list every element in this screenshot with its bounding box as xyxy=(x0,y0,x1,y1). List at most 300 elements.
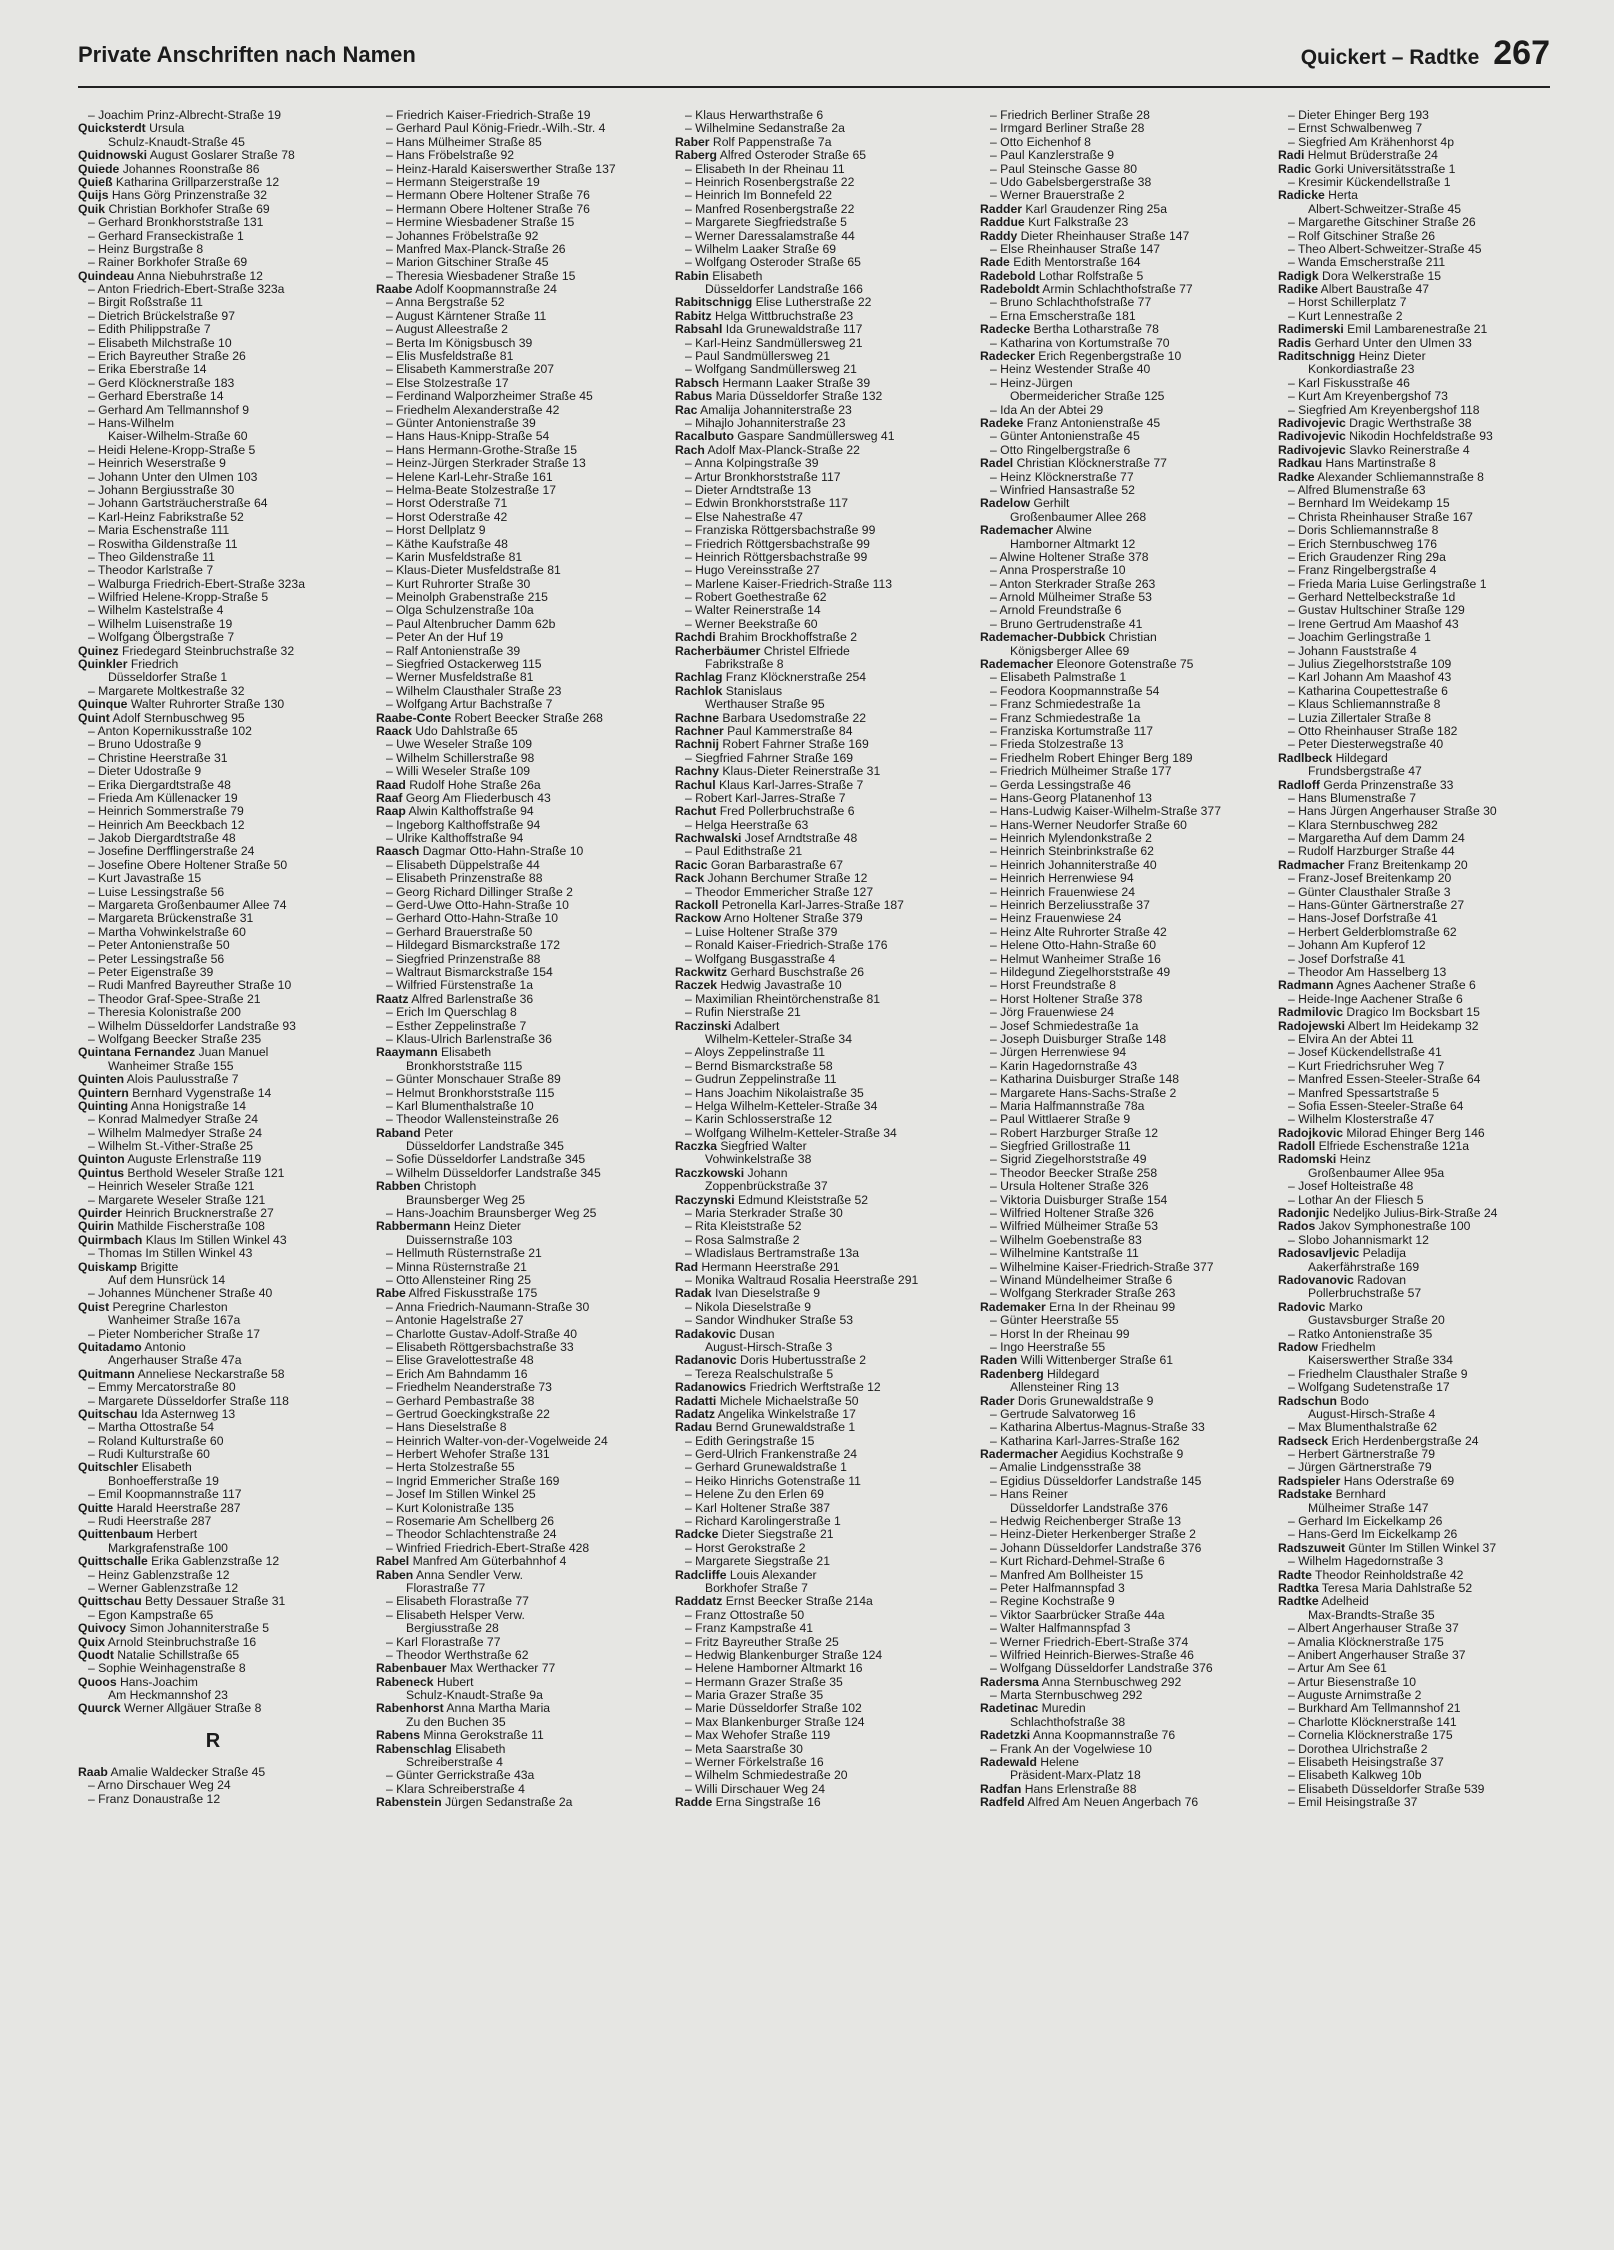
sub-entry: – August Kärntener Straße 11 xyxy=(386,309,547,323)
sub-entry: – Elisabeth In der Rheinau 11 xyxy=(685,162,845,176)
sub-entry: – Friedhelm Neanderstraße 73 xyxy=(386,1381,552,1395)
entry-continuation: Braunsberger Weg 25 xyxy=(406,1193,526,1207)
sub-entry: – Ida An der Abtei 29 xyxy=(990,403,1104,417)
sub-entry: – Anna Kolpingstraße 39 xyxy=(685,457,819,471)
surname: Raddue xyxy=(980,216,1025,230)
sub-entry: – Erich Graudenzer Ring 29a xyxy=(1288,550,1446,564)
sub-entry: – Karin Musfeldstraße 81 xyxy=(386,550,523,564)
sub-entry: – Wilhelmine Kaiser-Friedrich-Straße 377 xyxy=(990,1260,1214,1274)
surname: Radi xyxy=(1278,149,1305,163)
sub-entry: – Theodor Werthstraße 62 xyxy=(386,1648,529,1662)
sub-entry: – Ronald Kaiser-Friedrich-Straße 176 xyxy=(685,939,888,953)
directory-entry: Rachwalski Josef Arndtstraße 48 xyxy=(675,832,858,846)
entry-continuation: Werthauser Straße 95 xyxy=(705,698,825,712)
surname: Radebold xyxy=(980,269,1036,283)
sub-entry: – Margareta Brückenstraße 31 xyxy=(88,912,254,926)
directory-entry: Radke Alexander Schliemannstraße 8 xyxy=(1278,470,1484,484)
entry-continuation: Schreiberstraße 4 xyxy=(406,1756,503,1770)
sub-entry: – Helene Hamborner Altmarkt 16 xyxy=(685,1662,863,1676)
sub-entry: – Katharina Duisburger Straße 148 xyxy=(990,1073,1180,1087)
directory-entry: Quintana Fernandez Juan Manuel xyxy=(78,1046,269,1060)
entry-continuation: Bergiusstraße 28 xyxy=(406,1622,499,1636)
sub-entry: – Paul Sandmüllersweg 21 xyxy=(685,350,830,364)
sub-entry: – Horst Dellplatz 9 xyxy=(386,524,486,538)
sub-entry: – Franz Schmiedestraße 1a xyxy=(990,698,1141,712)
sub-entry: – Josef Schmiedestraße 1a xyxy=(990,1019,1139,1033)
surname: Radersma xyxy=(980,1675,1039,1689)
sub-entry: – Jürgen Herrenwiese 94 xyxy=(990,1046,1127,1060)
sub-entry: – Emil Koopmannstraße 117 xyxy=(88,1488,242,1502)
sub-entry: – Fritz Bayreuther Straße 25 xyxy=(685,1635,839,1649)
entry-continuation: Präsident-Marx-Platz 18 xyxy=(1010,1769,1141,1783)
surname: Radomski xyxy=(1278,1153,1337,1167)
surname: Radau xyxy=(675,1421,713,1435)
directory-entry: Rabenhorst Anna Martha Maria xyxy=(376,1702,551,1716)
sub-entry: – Werner Musfeldstraße 81 xyxy=(386,671,534,685)
sub-entry: – Heinz Alte Ruhrorter Straße 42 xyxy=(990,925,1167,939)
surname: Quitschler xyxy=(78,1461,139,1475)
directory-entry: Quitmann Anneliese Neckarstraße 58 xyxy=(78,1367,285,1381)
sub-entry: – Johann Unter den Ulmen 103 xyxy=(88,470,258,484)
sub-entry: – Walter Halfmannspfad 3 xyxy=(990,1622,1131,1636)
surname: Radic xyxy=(1278,162,1312,176)
directory-entry: Rachul Klaus Karl-Jarres-Straße 7 xyxy=(675,778,864,792)
surname: Rachut xyxy=(675,805,717,819)
directory-entry: Quinton Auguste Erlenstraße 119 xyxy=(78,1153,262,1167)
sub-entry: – Rudi Heerstraße 287 xyxy=(88,1515,212,1529)
surname: Rackoll xyxy=(675,899,719,913)
sub-entry: – Roland Kulturstraße 60 xyxy=(88,1434,224,1448)
surname: Quintern xyxy=(78,1086,129,1100)
sub-entry: – Tereza Realschulstraße 5 xyxy=(685,1367,834,1381)
sub-entry: – Hans Joachim Nikolaistraße 35 xyxy=(685,1086,864,1100)
sub-entry: – Ratko Antonienstraße 35 xyxy=(1288,1327,1433,1341)
sub-entry: – Erika Eberstraße 14 xyxy=(88,363,207,377)
entry-continuation: Großenbaumer Allee 95a xyxy=(1308,1166,1445,1180)
directory-entry: Radelow Gerhilt xyxy=(980,497,1070,511)
sub-entry: – Wolfgang Sterkrader Straße 263 xyxy=(990,1287,1176,1301)
sub-entry: – Karl Fiskusstraße 46 xyxy=(1288,376,1410,390)
sub-entry: – Siegfried Am Kreyenbergshof 118 xyxy=(1288,403,1480,417)
surname: Radow xyxy=(1278,1340,1318,1354)
entry-continuation: Wilhelm-Ketteler-Straße 34 xyxy=(705,1032,852,1046)
directory-entry: Radau Bernd Grunewaldstraße 1 xyxy=(675,1421,856,1435)
directory-entry: Radoll Elfriede Eschenstraße 121a xyxy=(1278,1140,1470,1154)
directory-entry: Rac Amalija Johanniterstraße 23 xyxy=(675,403,852,417)
sub-entry: – Theodor Karlstraße 7 xyxy=(88,564,214,578)
entry-continuation: Schlachthofstraße 38 xyxy=(1010,1715,1126,1729)
sub-entry: – Ulrike Kalthoffstraße 94 xyxy=(386,832,524,846)
sub-entry: – Theresia Wiesbadener Straße 15 xyxy=(386,269,576,283)
surname: Radelow xyxy=(980,497,1031,511)
sub-entry: – Friedrich Kaiser-Friedrich-Straße 19 xyxy=(386,109,591,122)
directory-entry: Rack Johann Berchumer Straße 12 xyxy=(675,872,868,886)
surname: Quindeau xyxy=(78,269,135,283)
sub-entry: – Hans Dieselstraße 8 xyxy=(386,1421,507,1435)
sub-entry: – Klara Sternbuschweg 282 xyxy=(1288,818,1438,832)
surname: Rachdi xyxy=(675,631,716,645)
sub-entry: – Horst In der Rheinau 99 xyxy=(990,1327,1130,1341)
sub-entry: – Theresia Kolonistraße 200 xyxy=(88,1006,241,1020)
surname: Quitmann xyxy=(78,1367,135,1381)
surname: Quix xyxy=(78,1635,106,1649)
directory-entry: Rackwitz Gerhard Buschstraße 26 xyxy=(675,966,864,979)
directory-entry: Rademacher Alwine xyxy=(980,524,1092,538)
surname: Radetzki xyxy=(980,1729,1031,1743)
directory-entry: Rackow Arno Holtener Straße 379 xyxy=(675,912,863,926)
directory-entry: Radte Theodor Reinholdstraße 42 xyxy=(1278,1568,1464,1582)
sub-entry: – Theodor Emmericher Straße 127 xyxy=(685,885,874,899)
sub-entry: – Elisabeth Düppelstraße 44 xyxy=(386,858,540,872)
directory-entry: Radfeld Alfred Am Neuen Angerbach 76 xyxy=(980,1796,1199,1810)
sub-entry: – Elisabeth Heisingstraße 37 xyxy=(1288,1756,1444,1770)
entry-continuation: Markgrafenstraße 100 xyxy=(108,1541,228,1555)
sub-entry: – Wilhelm Luisenstraße 19 xyxy=(88,617,233,631)
directory-entry: Quitte Harald Heerstraße 287 xyxy=(78,1501,241,1515)
directory-entry: Radojewski Albert Im Heidekamp 32 xyxy=(1278,1019,1479,1033)
entry-continuation: Zu den Buchen 35 xyxy=(406,1715,506,1729)
directory-entry: Radfan Hans Erlenstraße 88 xyxy=(980,1782,1137,1796)
sub-entry: – Heide-Inge Aachener Straße 6 xyxy=(1288,992,1463,1006)
surname: Quint xyxy=(78,711,110,725)
sub-entry: – Sandor Windhuker Straße 53 xyxy=(685,1314,854,1328)
sub-entry: – Ernst Schwalbenweg 7 xyxy=(1288,122,1423,136)
surname: Radenberg xyxy=(980,1367,1044,1381)
directory-entry: Rachner Paul Kammerstraße 84 xyxy=(675,724,853,738)
sub-entry: – Erich Am Bahndamm 16 xyxy=(386,1367,528,1381)
sub-entry: – Arnold Freundstraße 6 xyxy=(990,604,1122,618)
sub-entry: – Edith Geringstraße 15 xyxy=(685,1434,815,1448)
directory-entry: Quiskamp Brigitte xyxy=(78,1260,179,1274)
sub-entry: – Frank An der Vogelwiese 10 xyxy=(990,1742,1152,1756)
sub-entry: – Günter Antonienstraße 45 xyxy=(990,430,1140,444)
sub-entry: – Wilhelm St.-Vither-Straße 25 xyxy=(88,1140,254,1154)
surname: Raczka xyxy=(675,1140,718,1154)
sub-entry: – Hans Jürgen Angerhauser Straße 30 xyxy=(1288,805,1497,819)
sub-entry: – Wilfried Heinrich-Bierwes-Straße 46 xyxy=(990,1648,1194,1662)
surname: Quinting xyxy=(78,1099,129,1113)
sub-entry: – Peter Eigenstraße 39 xyxy=(88,966,214,979)
sub-entry: – Amalia Klöcknerstraße 175 xyxy=(1288,1635,1444,1649)
directory-entry: Quicksterdt Ursula xyxy=(78,122,185,136)
directory-entry: Radi Helmut Brüderstraße 24 xyxy=(1278,149,1438,163)
sub-entry: – Irmgard Berliner Straße 28 xyxy=(990,122,1145,136)
directory-entry: Radak Ivan Dieselstraße 9 xyxy=(675,1287,820,1301)
directory-entry: Radschun Bodo xyxy=(1278,1394,1369,1408)
header-right xyxy=(1301,34,1550,73)
directory-entry: Quitadamo Antonio xyxy=(78,1340,186,1354)
directory-entry: Radlbeck Hildegard xyxy=(1278,751,1388,765)
sub-entry: – Hermann Obere Holtener Straße 76 xyxy=(386,189,590,203)
sub-entry: – Manfred Essen-Steeler-Straße 64 xyxy=(1288,1073,1481,1087)
sub-entry: – Gerhard Franseckistraße 1 xyxy=(88,229,244,243)
directory-entry: Radike Albert Baustraße 47 xyxy=(1278,283,1430,297)
sub-entry: – Rainer Borkhofer Straße 69 xyxy=(88,256,248,270)
sub-entry: – Heinz Gablenzstraße 12 xyxy=(88,1568,230,1582)
sub-entry: – Uwe Weseler Straße 109 xyxy=(386,738,533,752)
sub-entry: – Gerd Klöcknerstraße 183 xyxy=(88,376,235,390)
sub-entry: – Hans Fröbelstraße 92 xyxy=(386,149,515,163)
surname: Raap xyxy=(376,805,406,819)
directory-entry: Raddue Kurt Falkstraße 23 xyxy=(980,216,1129,230)
surname: Quittschau xyxy=(78,1595,142,1609)
sub-entry: – Wolfgang Beecker Straße 235 xyxy=(88,1032,262,1046)
directory-entry: Raack Udo Dahlstraße 65 xyxy=(376,724,518,738)
entry-continuation: Kaiser-Wilhelm-Straße 60 xyxy=(108,430,248,444)
sub-entry: – Herbert Gärtnerstraße 79 xyxy=(1288,1448,1435,1462)
surname: Radecke xyxy=(980,323,1031,337)
sub-entry: – Klaus-Ulrich Barlenstraße 36 xyxy=(386,1032,552,1046)
directory-entry: Rabben Christoph xyxy=(376,1180,477,1194)
surname: Rabsahl xyxy=(675,323,723,337)
surname: Rabens xyxy=(376,1729,421,1743)
directory-entry: Raaf Georg Am Fliederbusch 43 xyxy=(376,791,551,805)
sub-entry: – Viktor Saarbrücker Straße 44a xyxy=(990,1608,1165,1622)
sub-entry: – Kurt Ruhrorter Straße 30 xyxy=(386,577,531,591)
sub-entry: – Regine Kochstraße 9 xyxy=(990,1595,1115,1609)
sub-entry: – Margarethe Gitschiner Straße 26 xyxy=(1288,216,1476,230)
sub-entry: – Bruno Schlachthofstraße 77 xyxy=(990,296,1152,310)
sub-entry: – Egon Kampstraße 65 xyxy=(88,1608,214,1622)
entry-continuation: Max-Brandts-Straße 35 xyxy=(1308,1608,1435,1622)
directory-entry: Radloff Gerda Prinzenstraße 33 xyxy=(1278,778,1454,792)
sub-entry: – Helma-Beate Stolzestraße 17 xyxy=(386,483,557,497)
page-number: 267 xyxy=(1493,34,1550,72)
sub-entry: – Heinrich Steinbrinkstraße 62 xyxy=(990,845,1154,859)
directory-entry: Rachny Klaus-Dieter Reinerstraße 31 xyxy=(675,765,881,779)
sub-entry: – Elisabeth Kammerstraße 207 xyxy=(386,363,554,377)
surname: Quinten xyxy=(78,1073,125,1087)
sub-entry: – Johann Bergiusstraße 30 xyxy=(88,483,235,497)
directory-entry: Radde Erna Singstraße 16 xyxy=(675,1796,821,1810)
sub-entry: – Hans-Joachim Braunsberger Weg 25 xyxy=(386,1207,597,1221)
directory-entry: Raabe-Conte Robert Beecker Straße 268 xyxy=(376,711,603,725)
sub-entry: – Robert Goethestraße 62 xyxy=(685,591,827,605)
sub-entry: – Franz Kampstraße 41 xyxy=(685,1622,814,1636)
entry-continuation: Hamborner Altmarkt 12 xyxy=(1010,537,1136,551)
sub-entry: – Friedhelm Alexanderstraße 42 xyxy=(386,403,560,417)
sub-entry: – Winfried Friedrich-Ebert-Straße 428 xyxy=(386,1541,590,1555)
sub-entry: – Gerhard Paul König-Friedr.-Wilh.-Str. 4 xyxy=(386,122,606,136)
surname: Raddy xyxy=(980,229,1018,243)
sub-entry: – Heinrich Sommerstraße 79 xyxy=(88,805,244,819)
surname: Quieß xyxy=(78,175,113,189)
surname: Quiede xyxy=(78,162,120,176)
directory-entry: Quix Arnold Steinbruchstraße 16 xyxy=(78,1635,257,1649)
sub-entry: – Elisabeth Röttgersbachstraße 33 xyxy=(386,1340,574,1354)
sub-entry: – Luise Holtener Straße 379 xyxy=(685,925,838,939)
directory-entry: Quitschler Elisabeth xyxy=(78,1461,192,1475)
sub-entry: – Elisabeth Palmstraße 1 xyxy=(990,671,1127,685)
sub-entry: – Dieter Arndtstraße 13 xyxy=(685,483,811,497)
sub-entry: – Hedwig Blankenburger Straße 124 xyxy=(685,1648,883,1662)
entry-continuation: Düsseldorfer Landstraße 166 xyxy=(705,283,863,297)
sub-entry: – Pieter Nombericher Straße 17 xyxy=(88,1327,261,1341)
sub-entry: – Manfred Am Bollheister 15 xyxy=(990,1568,1144,1582)
sub-entry: – Marion Gitschiner Straße 45 xyxy=(386,256,549,270)
directory-entry: Rachnij Robert Fahrner Straße 169 xyxy=(675,738,869,752)
sub-entry: – Elisabeth Helsper Verw. xyxy=(386,1608,525,1622)
entry-continuation: Düsseldorfer Straße 1 xyxy=(108,671,228,685)
sub-entry: – Konrad Malmedyer Straße 24 xyxy=(88,1113,259,1127)
sub-entry: – Johannes Münchener Straße 40 xyxy=(88,1287,273,1301)
directory-entry: Radmilovic Dragico Im Bocksbart 15 xyxy=(1278,1006,1480,1020)
sub-entry: – Marta Sternbuschweg 292 xyxy=(990,1689,1143,1703)
sub-entry: – Auguste Arnimstraße 2 xyxy=(1288,1689,1422,1703)
section-title: Private Anschriften nach Namen xyxy=(78,42,416,67)
sub-entry: – Helga Wilhelm-Ketteler-Straße 34 xyxy=(685,1099,878,1113)
surname: Radmilovic xyxy=(1278,1006,1344,1020)
sub-entry: – Katharina von Kortumstraße 70 xyxy=(990,336,1170,350)
surname: Radcliffe xyxy=(675,1568,727,1582)
sub-entry: – Erna Emscherstraße 181 xyxy=(990,309,1136,323)
surname: Radcke xyxy=(675,1528,719,1542)
sub-entry: – Hans-Ludwig Kaiser-Wilhelm-Straße 377 xyxy=(990,805,1221,819)
sub-entry: – Otto Eichenhof 8 xyxy=(990,135,1091,149)
directory-entry: Quidnowski August Goslarer Straße 78 xyxy=(78,149,295,163)
surname: Rac xyxy=(675,403,698,417)
sub-entry: – Georg Richard Dillinger Straße 2 xyxy=(386,885,573,899)
sub-entry: – Kurt Javastraße 15 xyxy=(88,872,202,886)
entry-continuation: Bonhoefferstraße 19 xyxy=(108,1474,219,1488)
sub-entry: – Peter Antonienstraße 50 xyxy=(88,939,230,953)
sub-entry: – Heinrich Walter-von-der-Vogelweide 24 xyxy=(386,1434,608,1448)
directory-entry: Quitschau Ida Asternweg 13 xyxy=(78,1407,236,1421)
sub-entry: – Karl-Heinz Sandmüllersweg 21 xyxy=(685,336,863,350)
directory-entry: Quurck Werner Allgäuer Straße 8 xyxy=(78,1702,262,1716)
directory-entry: Rachlag Franz Klöcknerstraße 254 xyxy=(675,671,867,685)
sub-entry: – Bernd Bismarckstraße 58 xyxy=(685,1059,833,1073)
sub-entry: – Johannes Fröbelstraße 92 xyxy=(386,229,539,243)
surname: Radspieler xyxy=(1278,1474,1341,1488)
sub-entry: – Edith Philippstraße 7 xyxy=(88,323,211,337)
directory-entry: Raber Rolf Pappenstraße 7a xyxy=(675,135,832,149)
entry-continuation: Albert-Schweitzer-Straße 45 xyxy=(1308,202,1462,216)
sub-entry: – Helene Karl-Lehr-Straße 161 xyxy=(386,470,553,484)
entry-continuation: Schulz-Knaudt-Straße 45 xyxy=(108,135,245,149)
sub-entry: – Franz Donaustraße 12 xyxy=(88,1792,221,1806)
directory-entry: Radosavljevic Peladija xyxy=(1278,1247,1407,1261)
sub-entry: – Otto Rheinhauser Straße 182 xyxy=(1288,724,1458,738)
surname: Rachwalski xyxy=(675,832,742,846)
surname: Radschun xyxy=(1278,1394,1337,1408)
sub-entry: – Horst Holtener Straße 378 xyxy=(990,992,1143,1006)
sub-entry: – Maximilian Rheintörchenstraße 81 xyxy=(685,992,881,1006)
entry-continuation: Allensteiner Ring 13 xyxy=(1010,1381,1120,1395)
sub-entry: – Hans-Werner Neudorfer Straße 60 xyxy=(990,818,1187,832)
directory-entry: Radtke Adelheid xyxy=(1278,1595,1369,1609)
sub-entry: – Wladislaus Bertramstraße 13a xyxy=(685,1247,860,1261)
entry-continuation: Großenbaumer Allee 268 xyxy=(1010,510,1147,524)
sub-entry: – Paul Edithstraße 21 xyxy=(685,845,803,859)
sub-entry: – Wanda Emscherstraße 211 xyxy=(1288,256,1446,270)
surname: Radder xyxy=(980,202,1022,216)
directory-entry: Radovic Marko xyxy=(1278,1300,1363,1314)
sub-entry: – Edwin Bronkhorststraße 117 xyxy=(685,497,849,511)
sub-entry: – Wilhelm Düsseldorfer Landstraße 93 xyxy=(88,1019,296,1033)
sub-entry: – Theodor Wallensteinstraße 26 xyxy=(386,1113,559,1127)
directory-entry: Radebold Lothar Rolfstraße 5 xyxy=(980,269,1144,283)
surname: Raditschnigg xyxy=(1278,350,1356,364)
directory-column-3 xyxy=(675,109,975,1810)
sub-entry: – Luzia Zillertaler Straße 8 xyxy=(1288,711,1431,725)
sub-entry: – Wilhelm Düsseldorfer Landstraße 345 xyxy=(386,1166,601,1180)
sub-entry: – Hildegund Ziegelhorststraße 49 xyxy=(990,966,1171,979)
sub-entry: – Klara Schreiberstraße 4 xyxy=(386,1782,525,1796)
directory-entry: Raczkowski Johann xyxy=(675,1166,788,1180)
sub-entry: – Friedrich Röttgersbachstraße 99 xyxy=(685,537,870,551)
sub-entry: – Wolfgang Wilhelm-Ketteler-Straße 34 xyxy=(685,1126,897,1140)
sub-entry: – Sofie Düsseldorfer Landstraße 345 xyxy=(386,1153,586,1167)
sub-entry: – Willi Dirschauer Weg 24 xyxy=(685,1782,825,1796)
sub-entry: – Karl Florastraße 77 xyxy=(386,1635,501,1649)
sub-entry: – Siegfried Fahrner Straße 169 xyxy=(685,751,854,765)
letter-heading: R xyxy=(205,1729,221,1752)
surname: Rabsch xyxy=(675,376,720,390)
sub-entry: – Rosemarie Am Schellberg 26 xyxy=(386,1515,554,1529)
sub-entry: – Friedhelm Robert Ehinger Berg 189 xyxy=(990,751,1193,765)
surname: Rabe xyxy=(376,1287,406,1301)
surname: Rabel xyxy=(376,1555,410,1569)
surname: Radivojevic xyxy=(1278,430,1346,444)
entry-continuation: Wanheimer Straße 155 xyxy=(108,1059,234,1073)
sub-entry: – Horst Oderstraße 71 xyxy=(386,497,508,511)
sub-entry: – Theodor Am Hasselberg 13 xyxy=(1288,966,1447,979)
sub-entry: – Siegfried Ostackerweg 115 xyxy=(386,658,542,672)
directory-entry: Quinque Walter Ruhrorter Straße 130 xyxy=(78,698,285,712)
surname: Raabe xyxy=(376,283,413,297)
sub-entry: – Werner Beekstraße 60 xyxy=(685,617,818,631)
sub-entry: – Else Rheinhauser Straße 147 xyxy=(990,242,1161,256)
surname: Radetinac xyxy=(980,1702,1039,1716)
surname: Radecker xyxy=(980,350,1035,364)
sub-entry: – Gertrude Salvatorweg 16 xyxy=(990,1407,1136,1421)
directory-column-4 xyxy=(980,109,1280,1810)
directory-entry: Raditschnigg Heinz Dieter xyxy=(1278,350,1426,364)
sub-entry: – Franziska Kortumstraße 117 xyxy=(990,724,1154,738)
directory-entry: Radstake Bernhard xyxy=(1278,1488,1386,1502)
sub-entry: – Rudi Manfred Bayreuther Straße 10 xyxy=(88,979,292,993)
directory-entry: Radomski Heinz xyxy=(1278,1153,1371,1167)
directory-entry: Rabenschlag Elisabeth xyxy=(376,1742,506,1756)
sub-entry: – Josef Im Stillen Winkel 25 xyxy=(386,1488,536,1502)
directory-entry: Quinting Anna Honigstraße 14 xyxy=(78,1099,246,1113)
surname: Radovanovic xyxy=(1278,1273,1354,1287)
directory-entry: Raap Alwin Kalthoffstraße 94 xyxy=(376,805,534,819)
sub-entry: – Paul Steinsche Gasse 80 xyxy=(990,162,1138,176)
sub-entry: – Werner Daressalamstraße 44 xyxy=(685,229,855,243)
surname: Radatz xyxy=(675,1407,715,1421)
directory-entry: Radetinac Muredin xyxy=(980,1702,1086,1716)
directory-entry: Radel Christian Klöcknerstraße 77 xyxy=(980,457,1167,471)
sub-entry: – Heiko Hinrichs Gotenstraße 11 xyxy=(685,1474,861,1488)
sub-entry: – Hermann Obere Holtener Straße 76 xyxy=(386,202,590,216)
sub-entry: – Helmut Bronkhorststraße 115 xyxy=(386,1086,555,1100)
sub-entry: – Luise Lessingstraße 56 xyxy=(88,885,225,899)
surname: Radde xyxy=(675,1796,713,1810)
entry-continuation: Aakerfährstraße 169 xyxy=(1308,1260,1420,1274)
sub-entry: – Manfred Rosenbergstraße 22 xyxy=(685,202,855,216)
directory-entry: Quintus Berthold Weseler Straße 121 xyxy=(78,1166,285,1180)
entry-continuation: Pollerbruchstraße 57 xyxy=(1308,1287,1422,1301)
directory-entry: Radigk Dora Welkerstraße 15 xyxy=(1278,269,1442,283)
directory-entry: Rademacher Eleonore Gotenstraße 75 xyxy=(980,658,1194,672)
directory-entry: Radetzki Anna Koopmannstraße 76 xyxy=(980,1729,1176,1743)
sub-entry: – Heinz-Harald Kaiserswerther Straße 137 xyxy=(386,162,616,176)
sub-entry: – Minna Rüsternstraße 21 xyxy=(386,1260,527,1274)
sub-entry: – Heinrich Frauenwiese 24 xyxy=(990,885,1135,899)
surname: Quiskamp xyxy=(78,1260,137,1274)
